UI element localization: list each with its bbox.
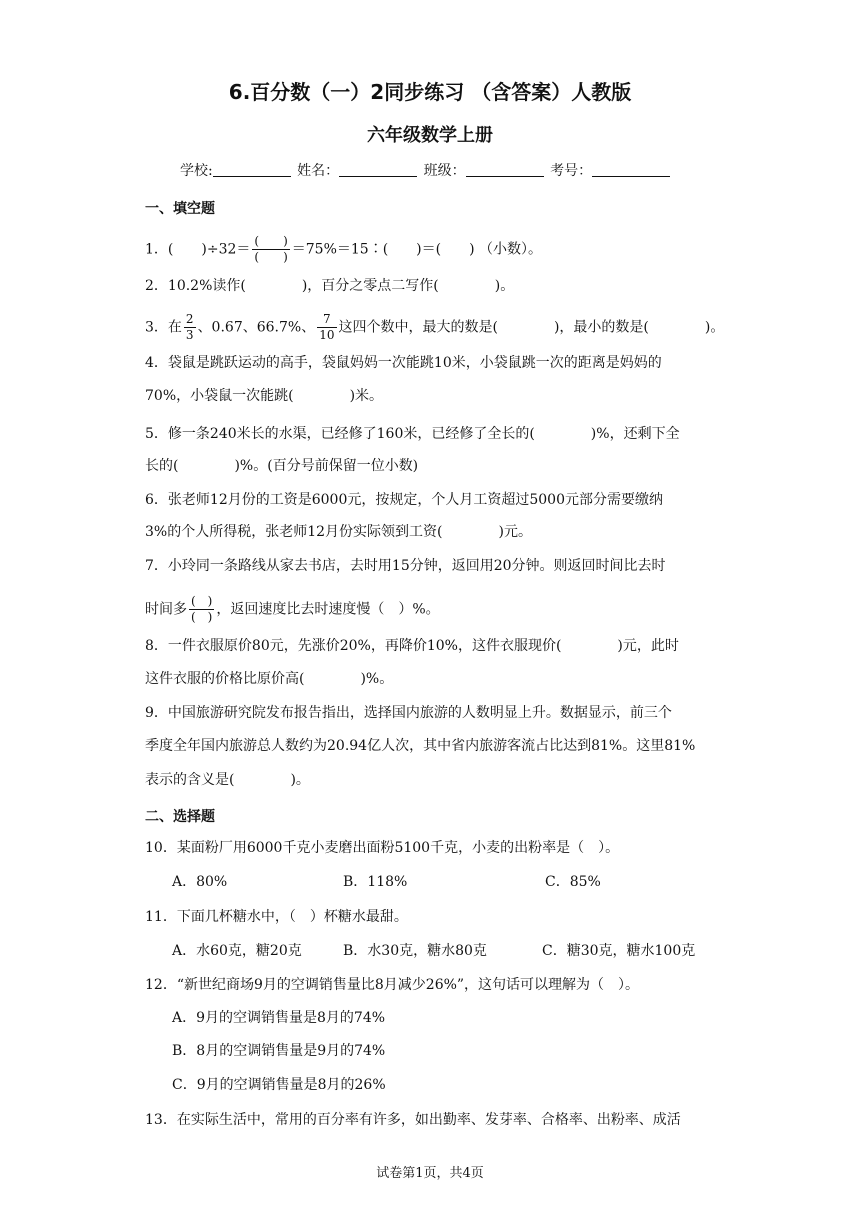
q12-option-c: C．9月的空调销售量是8月的26% xyxy=(172,1077,386,1093)
question-8-line-1: 8．一件衣服原价80元，先涨价20%，再降价10%，这件衣服现价( )元，此时 xyxy=(145,638,679,654)
question-3 xyxy=(145,312,724,343)
q10-option-b: B．118% xyxy=(343,874,408,890)
question-5-line-1: 5．修一条240米长的水渠，已经修了160米，已经修了全长的( )%，还剩下全 xyxy=(145,426,680,442)
school-label: 学校: xyxy=(180,163,213,179)
q3-text-b: 、0.67、66.7%、 xyxy=(197,319,316,336)
question-4-line-2: 70%，小袋鼠一次能跳( )米。 xyxy=(145,388,384,404)
q7-fraction xyxy=(189,594,214,625)
q1-frac-den: ( ) xyxy=(254,250,288,264)
question-2: 2．10.2%读作( )，百分之零点二写作( )。 xyxy=(145,278,515,294)
q3-text-c: 这四个数中，最大的数是( )，最小的数是( )。 xyxy=(338,319,725,336)
question-7-line-2 xyxy=(145,594,440,625)
question-8-line-2: 这件衣服的价格比原价高( )%。 xyxy=(145,671,394,687)
question-13: 13．在实际生活中，常用的百分率有许多，如出勤率、发芽率、合格率、出粉率、成活 xyxy=(145,1112,681,1128)
q3-f2-num: 7 xyxy=(317,312,336,328)
question-6-line-2: 3%的个人所得税，张老师12月份实际领到工资( )元。 xyxy=(145,524,532,540)
page-title: 6.百分数（一）2同步练习 （含答案）人教版 xyxy=(228,80,632,104)
q3-f1-num: 2 xyxy=(185,312,194,326)
exam-no-blank xyxy=(592,162,670,177)
q7-text-b: ，返回速度比去时速度慢（ ）%。 xyxy=(216,601,440,618)
q1-text-b: ＝75%＝15∶( )＝( ) （小数）。 xyxy=(291,241,542,258)
q1-frac-num: ( ) xyxy=(254,234,288,248)
school-blank xyxy=(213,162,291,177)
question-9-line-2: 季度全年国内旅游总人数约为20.94亿人次，其中省内旅游客流占比达到81%。这里81% xyxy=(145,738,696,754)
question-12: 12．“新世纪商场9月的空调销售量比8月减少26%”，这句话可以理解为（ ）。 xyxy=(145,977,640,993)
section-fill-blank: 一、填空题 xyxy=(145,201,215,217)
q3-fraction-2 xyxy=(317,312,336,343)
class-label: 班级： xyxy=(423,163,466,179)
q12-option-b: B．8月的空调销售量是9月的74% xyxy=(172,1043,386,1059)
q3-text-a: 3．在 xyxy=(145,319,182,336)
q12-option-a: A．9月的空调销售量是8月的74% xyxy=(172,1010,386,1026)
q11-option-c: C．糖30克，糖水100克 xyxy=(542,943,696,959)
q1-number: 1． xyxy=(145,241,168,258)
q11-option-a: A．水60克，糖20克 xyxy=(172,943,302,959)
q7-frac-den: ( ) xyxy=(191,610,213,624)
q11-option-b: B．水30克，糖水80克 xyxy=(343,943,487,959)
q3-fraction-1 xyxy=(184,312,196,343)
question-4-line-1: 4．袋鼠是跳跃运动的高手，袋鼠妈妈一次能跳10米，小袋鼠跳一次的距离是妈妈的 xyxy=(145,355,662,371)
q10-option-c: C．85% xyxy=(545,874,601,890)
question-7-line-1: 7．小玲同一条路线从家去书店，去时用15分钟，返回用20分钟。则返回时间比去时 xyxy=(145,558,666,574)
q1-fraction xyxy=(252,234,289,265)
q7-frac-num: ( ) xyxy=(191,594,213,608)
class-blank xyxy=(466,162,544,177)
question-5-line-2: 长的( )%。(百分号前保留一位小数) xyxy=(145,458,419,474)
q1-text-a: ( )÷32＝ xyxy=(167,241,251,258)
q7-text-a: 时间多 xyxy=(145,601,187,618)
q10-option-a: A．80% xyxy=(172,874,228,890)
name-label: 姓名： xyxy=(297,163,340,179)
question-9-line-1: 9．中国旅游研究院发布报告指出，选择国内旅游的人数明显上升。数据显示，前三个 xyxy=(145,705,672,721)
student-info xyxy=(180,160,672,180)
question-11: 11．下面几杯糖水中，（ ）杯糖水最甜。 xyxy=(145,909,408,925)
exam-no-label: 考号： xyxy=(550,163,593,179)
q3-f1-den: 3 xyxy=(185,328,194,342)
question-9-line-3: 表示的含义是( )。 xyxy=(145,772,310,788)
question-10: 10．某面粉厂用6000千克小麦磨出面粉5100千克，小麦的出粉率是（ ）。 xyxy=(145,840,620,856)
name-blank xyxy=(339,162,417,177)
question-6-line-1: 6．张老师12月份的工资是6000元，按规定，个人月工资超过5000元部分需要缴纳 xyxy=(145,492,663,508)
page-subtitle: 六年级数学上册 xyxy=(367,125,493,146)
q3-f2-den: 10 xyxy=(319,328,335,342)
question-1 xyxy=(145,234,542,265)
page-footer: 试卷第1页，共4页 xyxy=(376,1166,484,1181)
section-choice: 二、选择题 xyxy=(145,809,215,825)
